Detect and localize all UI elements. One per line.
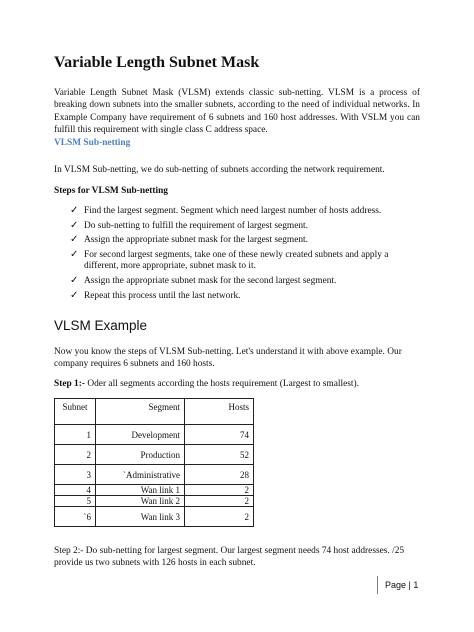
page-number: Page | 1 — [385, 580, 419, 590]
checkmark-icon: ✓ — [70, 274, 79, 286]
step-item — [70, 235, 420, 247]
table-row — [55, 496, 254, 507]
checkmark-icon: ✓ — [70, 248, 79, 260]
step-item — [70, 276, 420, 288]
step2-paragraph: Step 2:- Do sub-netting for largest segment. Our largest segment needs 74 host addresses. /25 provide us two subnets with 126 hosts in each subnet. — [54, 546, 405, 568]
column-header-hosts: Hosts — [185, 399, 254, 425]
footer-divider — [377, 576, 378, 594]
cell-hosts: 28 — [185, 465, 254, 485]
step-item — [70, 291, 420, 303]
step1-text: Oder all segments according the hosts requirement (Largest to smallest). — [85, 379, 359, 389]
step-text: Repeat this process until the last network. — [84, 290, 241, 301]
cell-hosts: 2 — [185, 496, 254, 507]
vlsm-subnetting-subheading: VLSM Sub-netting — [54, 138, 131, 148]
step-text: Find the largest segment. Segment which need largest number of hosts address. — [84, 206, 382, 216]
cell-subnet: 1 — [55, 425, 96, 445]
table-row — [55, 485, 254, 496]
step-text: Assign the appropriate subnet mask for the second largest segment. — [84, 275, 337, 286]
cell-subnet: `6 — [55, 507, 96, 527]
cell-hosts: 74 — [185, 425, 254, 445]
page-title: Variable Length Subnet Mask — [54, 54, 260, 71]
table-row — [55, 445, 254, 465]
step-item — [70, 206, 420, 218]
table-row — [55, 507, 254, 527]
checkmark-icon: ✓ — [70, 205, 79, 216]
table-row — [55, 465, 254, 485]
step-text: Do sub-netting to fulfill the requirement of largest segment. — [84, 220, 308, 231]
cell-segment: Development — [96, 425, 185, 445]
steps-list — [70, 206, 420, 305]
cell-segment: Wan link 1 — [96, 485, 185, 496]
step-item — [70, 250, 420, 273]
step-text: For second largest segments, take one of these newly created subnets and apply a different, more appropriate, subnet mask to it. — [84, 249, 389, 272]
step-text: Assign the appropriate subnet mask for the largest segment. — [84, 235, 308, 246]
table-row — [55, 425, 254, 445]
checkmark-icon: ✓ — [70, 234, 79, 246]
table-header-row — [55, 399, 254, 425]
step1-line — [54, 379, 359, 389]
example-paragraph: Now you know the steps of VLSM Sub-netting. Let's understand it with above example. Our company requires 6 subnets and 160 hosts. — [54, 347, 402, 369]
cell-hosts: 2 — [185, 507, 254, 527]
column-header-subnet: Subnet — [55, 399, 96, 425]
cell-subnet: 2 — [55, 445, 96, 465]
checkmark-icon: ✓ — [70, 219, 79, 231]
segments-table — [54, 398, 254, 527]
cell-hosts: 2 — [185, 485, 254, 496]
cell-segment: Production — [96, 445, 185, 465]
step1-label: Step 1:- — [54, 379, 85, 389]
cell-segment: Wan link 3 — [96, 507, 185, 527]
cell-subnet: 4 — [55, 485, 96, 496]
step-item — [70, 221, 420, 233]
cell-segment: `Administrative — [96, 465, 185, 485]
steps-heading: Steps for VLSM Sub-netting — [54, 186, 168, 196]
column-header-segment: Segment — [96, 399, 185, 425]
cell-hosts: 52 — [185, 445, 254, 465]
cell-subnet: 5 — [55, 496, 96, 507]
cell-subnet: 3 — [55, 465, 96, 485]
vlsm-subnetting-paragraph: In VLSM Sub-netting, we do sub-netting of subnets according the network requirement. — [54, 165, 385, 175]
cell-segment: Wan link 2 — [96, 496, 185, 507]
checkmark-icon: ✓ — [70, 289, 79, 301]
vlsm-example-heading: VLSM Example — [54, 318, 148, 333]
intro-paragraph: Variable Length Subnet Mask (VLSM) extends classic sub-netting. VLSM is a process of breaking down subnets into the smaller subnets, according to the need of individual networks. In Example Company have requirement of 6 subnets and 160 host addresses. With VSLM you can fulfill this requirement with single class C address space. — [54, 88, 420, 135]
